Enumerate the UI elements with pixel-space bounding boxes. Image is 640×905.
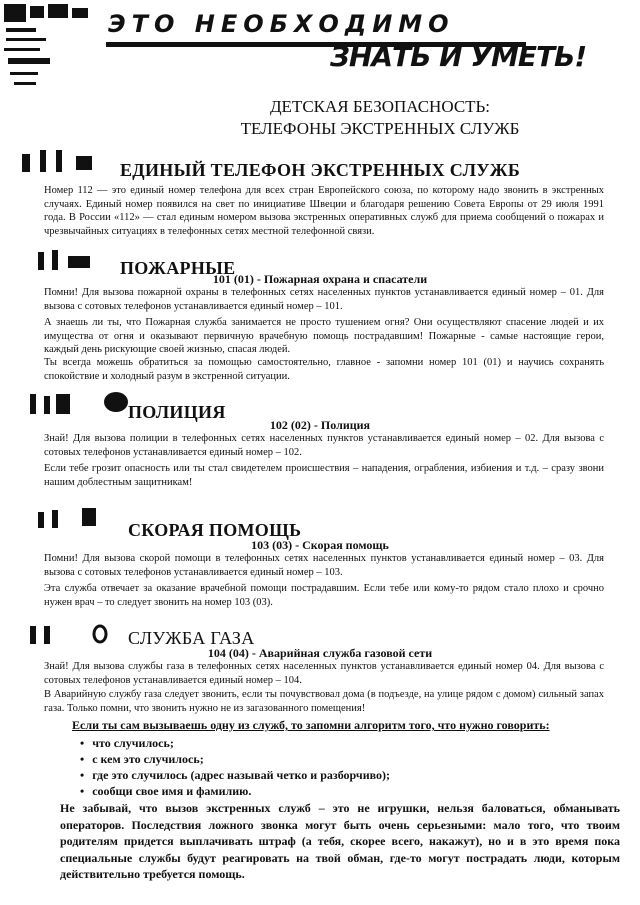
police-text-1: Знай! Для вызова полиции в телефонных сетях населенных пунктов устанавливается единый номер – 02. Для вызова с сотовых телефонов устанавливается единый номер – 102. [44, 433, 604, 458]
page-title-line-2: ТЕЛЕФОНЫ ЭКСТРЕННЫХ СЛУЖБ [240, 119, 520, 138]
algorithm-intro: Если ты сам вызываешь одну из служб, то запомни алгоритм того, что нужно говорить: [72, 718, 550, 732]
list-item: • сообщи свое имя и фамилию. [80, 783, 390, 799]
unified-text: Номер 112 — это единый номер телефона для всех стран Европейского союза, по которому надо звонить в экстренных случаях. Единый номер появился на свет по инициативе Швеции и благодаря решению Совета Европы от 29 июля 1991 года. В России «112» — стал единым номером вызова экстренных оперативных служб для приема сообщений о пожарах и чрезвычайных ситуациях в телефонных сетях местной телефонной связи. [44, 185, 604, 237]
gas-text-1: Знай! Для вызова службы газа в телефонных сетях населенных пунктов устанавливается единый номер 04. Для вызова с сотовых телефонов устанавливается единый номер – 104. [44, 661, 604, 686]
ambulance-subheading: 103 (03) - Скорая помощь [251, 538, 389, 552]
banner-line-1: ЭТО НЕОБХОДИМО [108, 10, 455, 38]
banner-line-2: ЗНАТЬ И УМЕТЬ! [330, 40, 587, 73]
police-text-2: Если тебе грозит опасность или ты стал свидетелем происшествия – нападения, ограбления, избиения и т.д. – сразу звони нашим доблестным защитникам! [44, 463, 604, 488]
list-item: • что случилось; [80, 735, 390, 751]
section-heading-gas: СЛУЖБА ГАЗА [128, 628, 255, 648]
gas-text-2: В Аварийную службу газа следует звонить, если ты почувствовал дома (в подъезде, на улице рядом с домом) сильный запах газа. Только помни, что звонить нужно не из загазованного помещения! [44, 689, 604, 714]
section-heading-unified: ЕДИНЫЙ ТЕЛЕФОН ЭКСТРЕННЫХ СЛУЖБ [120, 160, 521, 180]
warning-text: Не забывай, что вызов экстренных служб – это не игрушки, нельзя баловаться, обманывать операторов. Последствия ложного звонка могут быть очень серьезными: мало того, что твоим родителям придется выплачивать штраф (а тебя, скорее всего, накажут), но и в это время пока специальные службы будут реагировать на твой обман, где-то могут пострадать люди, которым действительно требуется помощь. [60, 801, 620, 881]
page-title-line-1: ДЕТСКАЯ БЕЗОПАСНОСТЬ: [269, 97, 491, 116]
fire-subheading: 101 (01) - Пожарная охрана и спасатели [212, 272, 428, 286]
list-item: • с кем это случилось; [80, 751, 390, 767]
ambulance-icon [38, 504, 108, 537]
list-item: • где это случилось (адрес называй четко и разборчиво); [80, 767, 390, 783]
gas-subheading: 104 (04) - Аварийная служба газовой сети [207, 646, 433, 660]
phone-112-icon [22, 148, 102, 183]
ambulance-text-2: Эта служба отвечает за оказание врачебной помощи пострадавшим. Если тебе или кому-то рядом стало плохо и срочно нужен врач – то следует звонить на номер 103 (03). [44, 583, 604, 608]
ambulance-text-1: Помни! Для вызова скорой помощи в телефонных сетях населенных пунктов устанавливается единый номер – 03. Для вызова с сотовых телефонов устанавливается единый номер – 103. [44, 553, 604, 578]
section-heading-fire: ПОЖАРНЫЕ [120, 258, 236, 278]
police-subheading: 102 (02) - Полиция [269, 418, 371, 432]
algorithm-list [80, 735, 390, 799]
fire-text-1: Помни! Для вызова пожарной охраны в телефонных сетях населенных пунктов устанавливается единый номер – 01. Для вызова с сотовых телефонов устанавливается единый номер – 101. [44, 287, 604, 312]
fire-text-2: А знаешь ли ты, что Пожарная служба занимается не просто тушением огня? Они осуществляют спасение людей и их имущества от огня и оказывают первичную врачебную помощь пострадавшим! Пожарные - самые настоящие герои, каждый день рискующие своей жизнью, спасая людей. [44, 317, 604, 355]
corner-logo [0, 0, 100, 100]
section-heading-ambulance: СКОРАЯ ПОМОЩЬ [128, 520, 302, 540]
fire-text-3: Ты всегда можешь обратиться за помощью самостоятельно, главное - запомни номер 101 (01) и научись сохранять спокойствие и холодный разум в экстренной ситуации. [44, 357, 604, 382]
section-heading-police: ПОЛИЦИЯ [128, 402, 226, 422]
